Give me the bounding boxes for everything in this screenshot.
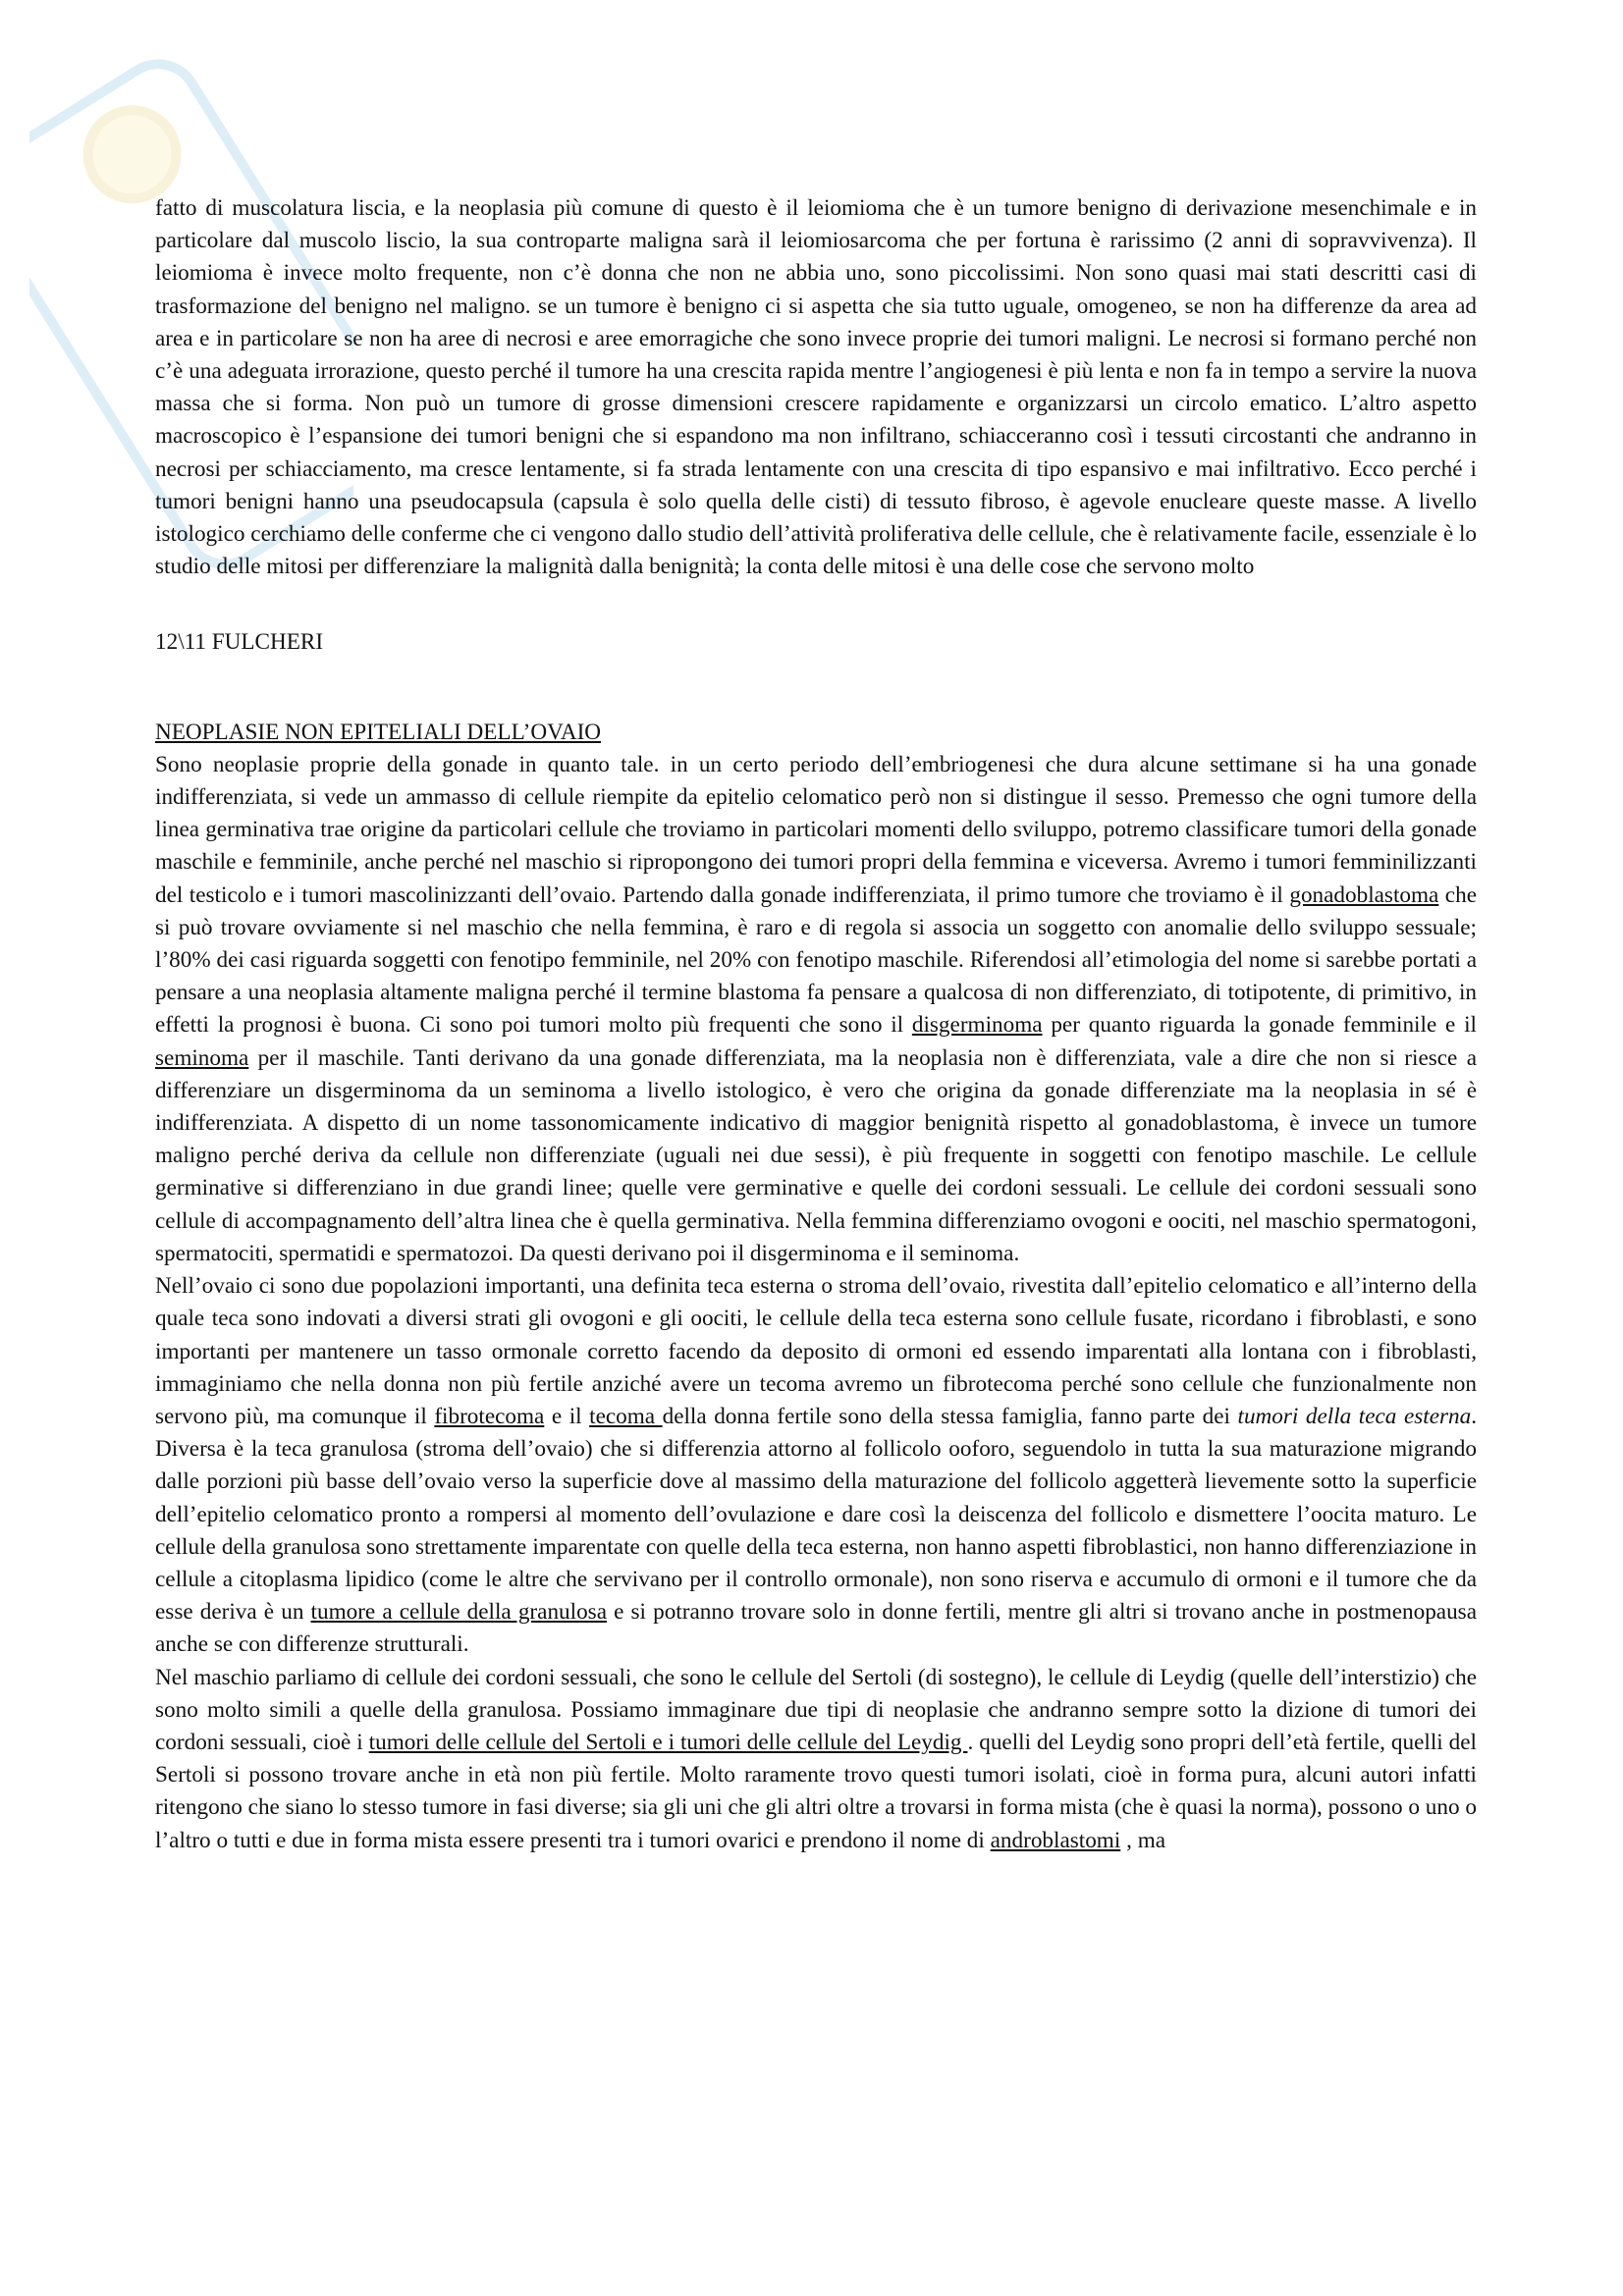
paragraph-maschio bbox=[155, 1662, 1477, 1857]
text-run: . quelli del Leydig sono propri dell’età fertile, quelli del Sertoli si possono trovare anche in età non più fertile. Molto raramente trovo questi tumori isolati, cioè in forma pura, alcuni autori infatti ritengono che siano lo stesso tumore in fasi diverse; sia gli uni che gli altri oltre a trovarsi in forma mista (che è quasi la norma), possono o uno o l’altro o tutti e due in forma mista essere presenti tra i tumori ovarici e prendono il nome di bbox=[155, 1729, 1477, 1853]
underlined-term: gonadoblastoma bbox=[1289, 881, 1439, 908]
text-run: per il maschile. Tanti derivano da una gonade differenziata, ma la neoplasia non è differenziata, vale a dire che non si riesce a differenziare un disgerminoma da un seminoma a livello istologico, è vero che origina da gonade differenziate ma la neoplasia in sé è indifferenziata. A dispetto di un nome tassonomicamente indicativo di maggior benignità rispetto al gonadoblastoma, è invece un tumore maligno perché deriva da cellule non differenziate (uguali nei due sessi), è più frequente in soggetti con fenotipo maschile. Le cellule germinative si differenziano in due grandi linee; quelle vere germinative e quelle dei cordoni sessuali. Le cellule dei cordoni sessuali sono cellule di accompagnamento dell’altra linea che è quella germinativa. Nella femmina differenziamo ovogoni e oociti, nel maschio spermatogoni, spermatociti, spermatidi e spermatozoi. Da questi derivano poi il disgerminoma e il seminoma. bbox=[155, 1044, 1477, 1266]
underlined-term: disgerminoma bbox=[911, 1012, 1043, 1039]
italic-term: tumori della teca esterna bbox=[1237, 1403, 1472, 1429]
underlined-term: tecoma bbox=[589, 1403, 663, 1429]
text-run: , ma bbox=[1120, 1827, 1166, 1853]
document-page bbox=[155, 192, 1477, 1857]
underlined-term: seminoma bbox=[155, 1044, 249, 1071]
underlined-term: tumore a cellule della granulosa bbox=[310, 1599, 607, 1626]
paragraph-ovaio bbox=[155, 1270, 1477, 1661]
paragraph-leiomioma bbox=[155, 192, 1477, 583]
lecture-date: 12\11 FULCHERI bbox=[155, 629, 324, 656]
text-run: fatto di muscolatura liscia, e la neoplasia più comune di questo è il leiomioma che è un tumore benigno di derivazione mesenchimale e in particolare dal muscolo liscio, la sua controparte maligna sarà il leiomiosarcoma che per fortuna è rarissimo (2 anni di sopravvivenza). Il leiomioma è invece molto frequente, non c’è donna che non ne abbia uno, sono piccolissimi. Non sono quasi mai stati descritti casi di trasformazione del benigno nel maligno. se un tumore è benigno ci si aspetta che sia tutto uguale, omogeneo, se non ha differenze da area ad area e in particolare se non ha aree di necrosi e aree emorragiche che sono invece proprie dei tumori maligni. Le necrosi si formano perché non c’è una adeguata irrorazione, questo perché il tumore ha una crescita rapida mentre l’angiogenesi è più lenta e non fa in tempo a servire la nuova massa che si forma. Non può un tumore di grosse dimensioni crescere rapidamente e organizzarsi un circolo ematico. L’altro aspetto macroscopico è l’espansione dei tumori benigni che si espandono ma non infiltrano, schiacceranno così i tessuti circostanti che andranno in necrosi per schiacciamento, ma cresce lentamente, si fa strada lentamente con una crescita di tipo espansivo e mai infiltrativo. Ecco perché i tumori benigni hanno una pseudocapsula (capsula è solo quella delle cisti) di tessuto fibroso, è agevole enucleare queste masse. A livello istologico cerchiamo delle conferme che ci vengono dallo studio dell’attività proliferativa delle cellule, che è relativamente facile, essenziale è lo studio delle mitosi per differenziare la malignità dalla benignità; la conta delle mitosi è una delle cose che servono molto bbox=[155, 195, 1477, 580]
text-run: che si può trovare ovviamente si nel maschio che nella femmina, è raro e di regola si associa un soggetto con anomalie dello sviluppo sessuale; l’80% dei casi riguarda soggetti con fenotipo femminile, nel 20% con fenotipo maschile. Riferendosi all’etimologia del nome si sarebbe portati a pensare a una neoplasia altamente maligna perché il termine blastoma fa pensare a qualcosa di non differenziato, di totipotente, di primitivo, in effetti la prognosi è buona. Ci sono poi tumori molto più frequenti che sono il bbox=[155, 881, 1477, 1039]
text-run: e il bbox=[544, 1403, 590, 1429]
text-run: Nell’ovaio ci sono due popolazioni importanti, una definita teca esterna o stroma dell’ovaio, rivestita dall’epitelio celomatico e all’interno della quale teca sono indovati a diversi strati gli ovogoni e gli oociti, le cellule della teca esterna sono cellule fusate, ricordano i fibroblasti, e sono importanti per mantenere un tasso ormonale corretto facendo da deposito di ormoni ed essendo imparentati alla lontana con i fibroblasti, immaginiamo che nella donna non più fertile anziché avere un tecoma avremo un fibrotecoma perché sono cellule che funzionalmente non servono più, ma comunque il bbox=[155, 1273, 1477, 1429]
section-heading: NEOPLASIE NON EPITELIALI DELL’OVAIO bbox=[155, 719, 602, 745]
text-run: . Diversa è la teca granulosa (stroma dell’ovaio) che si differenzia attorno al follicolo ooforo, seguendolo in tutta la sua maturazione migrando dalle porzioni più basse dell’ovaio verso la superficie dove al massimo della maturazione del follicolo aggetterà lievemente sotto la superficie dell’epitelio celomatico pronto a rompersi al momento dell’ovulazione e dare così la deiscenza del follicolo e dismettere l’oocita maturo. Le cellule della granulosa sono strettamente imparentate con quelle della teca esterna, non hanno aspetti fibroblastici, non hanno differenziazione in cellule a citoplasma lipidico (come le altre che servivano per il controllo ormonale), non sono riserva e accumulo di ormoni e il tumore che da esse deriva è un bbox=[155, 1403, 1477, 1626]
text-run: Sono neoplasie proprie della gonade in quanto tale. in un certo periodo dell’embriogenesi che dura alcune settimane si ha una gonade indifferenziata, si vede un ammasso di cellule riempite da epitelio celomatico però non si distingue il sesso. Premesso che ogni tumore della linea germinativa trae origine da particolari cellule che troviamo in particolari momenti dello sviluppo, potremo classificare tumori della gonade maschile e femminile, anche perché nel maschio si ripropongono dei tumori propri della femmina e viceversa. Avremo i tumori femminilizzanti del testicolo e i tumori mascolinizzanti dell’ovaio. Partendo dalla gonade indifferenziata, il primo tumore che troviamo è il bbox=[155, 751, 1477, 908]
underlined-term: fibrotecoma bbox=[434, 1403, 545, 1429]
text-run: per quanto riguarda la gonade femminile e il bbox=[1042, 1012, 1477, 1039]
text-run: e si potranno trovare solo in donne fertili, mentre gli altri si trovano anche in postmenopausa anche se con differenze strutturali. bbox=[155, 1599, 1477, 1658]
text-run: Nel maschio parliamo di cellule dei cordoni sessuali, che sono le cellule del Sertoli (di sostegno), le cellule di Leydig (quelle dell’interstizio) che sono molto simili a quelle della granulosa. Possiamo immaginare due tipi di neoplasie che andranno sempre sotto la dizione di tumori dei cordoni sessuali, cioè i bbox=[155, 1664, 1477, 1755]
paragraph-gonade bbox=[155, 749, 1477, 1270]
text-run: della donna fertile sono della stessa famiglia, fanno parte dei bbox=[662, 1403, 1238, 1429]
underlined-term: androblastomi bbox=[990, 1827, 1121, 1853]
underlined-term: tumori delle cellule del Sertoli e i tumori delle cellule del Leydig bbox=[368, 1729, 968, 1755]
